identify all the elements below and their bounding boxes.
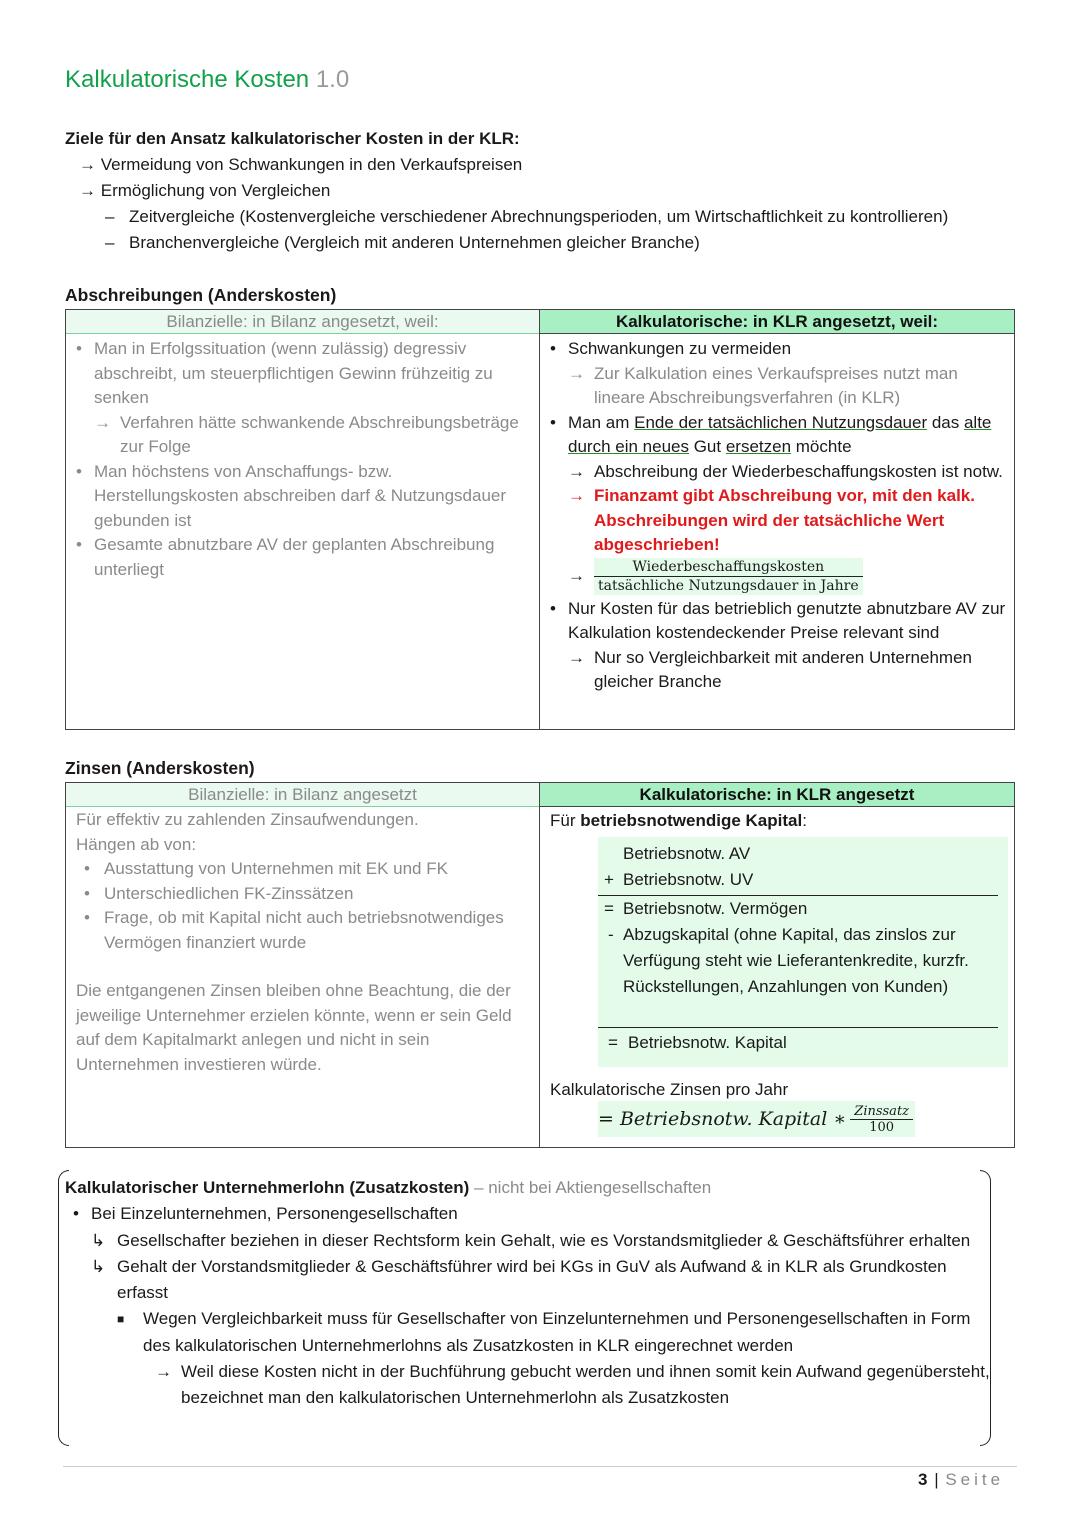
arrow-right-icon: → bbox=[568, 363, 585, 383]
sum-line bbox=[598, 1027, 998, 1028]
kapital-calculation bbox=[598, 837, 1008, 1067]
zinsen-right-intro: Für betriebsnotwendige Kapital: bbox=[550, 811, 807, 830]
left-bullet: • Gesamte abnutzbare AV der geplanten Abschreibung unterliegt bbox=[68, 533, 531, 582]
zinsen-per-year: Kalkulatorische Zinsen pro Jahr bbox=[550, 1080, 789, 1099]
zinsen-left-column bbox=[66, 783, 540, 1147]
calc-row: + Betriebsnotw. UV bbox=[604, 870, 754, 889]
arrow-right-icon: → bbox=[568, 647, 585, 667]
unternehmerlohn-arrow-item: → Weil diese Kosten nicht in der Buchführung gebucht werden und ihnen somit kein Aufwand gegenübersteht, bezeichnet man den kalkulatorischen Unternehmerlohn als Zusatzkosten bbox=[155, 1359, 990, 1412]
zinsen-left-line: Für effektiv zu zahlenden Zinsaufwendungen. bbox=[76, 810, 419, 829]
right-bullet: • Nur Kosten für das betrieblich genutzte abnutzbare AV zur Kalkulation kostendeckender Preise relevant sind bbox=[542, 597, 1008, 646]
arrow-right-icon: → bbox=[94, 412, 111, 432]
return-arrow-icon: ↳ bbox=[91, 1230, 106, 1250]
goal-item: → Ermöglichung von Vergleichen bbox=[79, 181, 331, 200]
zinsen-right-header: Kalkulatorische: in KLR angesetzt bbox=[540, 783, 1014, 807]
zinsen-right-column bbox=[540, 783, 1014, 1147]
dash-icon: – bbox=[105, 233, 115, 252]
zinsen-left-bullet: • Frage, ob mit Kapital nicht auch betriebsnotwendiges Vermögen finanziert wurde bbox=[76, 906, 533, 955]
abschreibungen-table bbox=[65, 309, 1015, 730]
right-arrow-item: → Abschreibung der Wiederbeschaffungskosten ist notw. bbox=[568, 460, 1008, 485]
right-bullet: • Man am Ende der tatsächlichen Nutzungsdauer das alte durch ein neues Gut ersetzen möchte bbox=[542, 411, 1008, 460]
calc-row: = Betriebsnotw. Kapital bbox=[608, 1033, 787, 1052]
square-bullet-icon: ■ bbox=[117, 1312, 125, 1327]
arrow-right-icon: → bbox=[79, 181, 101, 200]
return-arrow-icon: ↳ bbox=[91, 1256, 106, 1276]
right-bullet: • Schwankungen zu vermeiden bbox=[542, 337, 1008, 362]
arrow-right-icon: → bbox=[568, 486, 585, 505]
right-arrow-item: → Zur Kalkulation eines Verkaufspreises nutzt man lineare Abschreibungsverfahren (in KLR) bbox=[568, 363, 958, 407]
arrow-right-icon: → bbox=[568, 565, 585, 585]
calc-row: - Abzugskapital (ohne Kapital, das zinslos zur Verfügung steht wie Lieferantenkredite, kurzfr. Rückstellungen, Anzahlungen von Kunden) bbox=[608, 925, 969, 996]
left-arrow-item: → Verfahren hätte schwankende Abschreibungsbeträge zur Folge bbox=[94, 412, 519, 456]
unternehmerlohn-heading: Kalkulatorischer Unternehmerlohn (Zusatzkosten) – nicht bei Aktiengesellschaften bbox=[65, 1178, 712, 1197]
unternehmerlohn-square-item: ■ Wegen Vergleichbarkeit muss für Gesellschafter von Einzelunternehmen und Personengesellschaften in Form des kalkulatorischen Unternehmerlohns als Zusatzkosten in KLR eingerechnet werden bbox=[117, 1306, 990, 1359]
abschreibungen-right-header: Kalkulatorische: in KLR angesetzt, weil: bbox=[540, 310, 1014, 334]
right-arrow-item: → Nur so Vergleichbarkeit mit anderen Unternehmen gleicher Branche bbox=[568, 647, 972, 691]
formula-fraction: $\frac{\text{Wiederbeschaffungskosten}}{\text{tatsächliche Nutzungsdauer in Jahre}}$ bbox=[594, 558, 863, 595]
goal-item: → Vermeidung von Schwankungen in den Verkaufspreisen bbox=[79, 155, 523, 174]
goal-subitem: – Zeitvergleiche (Kostenvergleiche verschiedener Abrechnungsperioden, um Wirtschaftlichkeit zu kontrollieren) bbox=[65, 204, 1025, 230]
formula-fraction: $\frac{\text{Zinssatz}}{100}$ bbox=[850, 1104, 913, 1135]
left-bullet: • Man in Erfolgssituation (wenn zulässig) degressiv abschreibt, um steuerpflichtigen Gewinn frühzeitig zu senken bbox=[68, 337, 531, 411]
zinsen-left-header: Bilanzielle: in Bilanz angesetzt bbox=[66, 783, 539, 807]
zinsen-left-bullet: • Ausstattung von Unternehmen mit EK und FK bbox=[76, 857, 533, 882]
calc-row: Betriebsnotw. AV bbox=[623, 844, 751, 863]
left-bullet: • Man höchstens von Anschaffungs- bzw. Herstellungskosten abschreiben darf & Nutzungsdauer gebunden ist bbox=[68, 460, 531, 534]
zinsen-formula: = Betriebsnotw. Kapital ∗ $\frac{\text{Zinssatz}}{100}$ bbox=[598, 1101, 915, 1137]
dash-icon: – bbox=[105, 207, 115, 226]
zinsen-table bbox=[65, 782, 1015, 1148]
right-red-note: → Finanzamt gibt Abschreibung vor, mit den kalk. Abschreibungen wird der tatsächliche Wert abgeschrieben! bbox=[568, 486, 975, 554]
goal-subitem: – Branchenvergleiche (Vergleich mit anderen Unternehmen gleicher Branche) bbox=[65, 230, 1025, 256]
zinsen-left-bullet: • Unterschiedlichen FK-Zinssätzen bbox=[76, 882, 533, 907]
arrow-right-icon: → bbox=[155, 1362, 172, 1382]
unternehmerlohn-section bbox=[58, 1170, 991, 1444]
page-number: 3 | Seite bbox=[918, 1470, 1005, 1489]
abschreibungen-left-header: Bilanzielle: in Bilanz angesetzt, weil: bbox=[66, 310, 539, 334]
unternehmerlohn-sub: ↳ Gesellschafter beziehen in dieser Rechtsform kein Gehalt, wie es Vorstandsmitglieder & Geschäftsführer erhalten bbox=[91, 1228, 990, 1254]
abschreibungen-heading: Abschreibungen (Anderskosten) bbox=[65, 285, 337, 305]
goals-section bbox=[65, 126, 1025, 256]
zinsen-left-line: Hängen ab von: bbox=[76, 834, 197, 854]
unternehmerlohn-sub: ↳ Gehalt der Vorstandsmitglieder & Geschäftsführer wird bei KGs in GuV als Aufwand & in KLR als Grundkosten erfasst bbox=[91, 1254, 990, 1307]
page-title bbox=[65, 66, 349, 94]
abschreibungen-right-column bbox=[540, 310, 1014, 729]
title-main: Kalkulatorische Kosten bbox=[65, 66, 310, 93]
goals-heading: Ziele für den Ansatz kalkulatorischer Kosten in der KLR: bbox=[65, 129, 520, 148]
title-version: 1.0 bbox=[315, 66, 350, 93]
abschreibungen-left-column bbox=[66, 310, 540, 729]
zinsen-heading: Zinsen (Anderskosten) bbox=[65, 758, 255, 778]
calc-row: = Betriebsnotw. Vermögen bbox=[604, 899, 808, 918]
arrow-right-icon: → bbox=[79, 155, 101, 174]
unternehmerlohn-bullet: • Bei Einzelunternehmen, Personengesellschaften bbox=[65, 1201, 990, 1227]
footer-divider bbox=[63, 1466, 1017, 1467]
right-formula bbox=[568, 558, 1008, 595]
zinsen-left-paragraph: Die entgangenen Zinsen bleiben ohne Beachtung, die der jeweilige Unternehmer erzielen könnte, wenn er sein Geld auf dem Kapitalmarkt anlegen und nicht in sein Unternehmen investieren würde. bbox=[76, 981, 512, 1074]
arrow-right-icon: → bbox=[568, 461, 585, 481]
